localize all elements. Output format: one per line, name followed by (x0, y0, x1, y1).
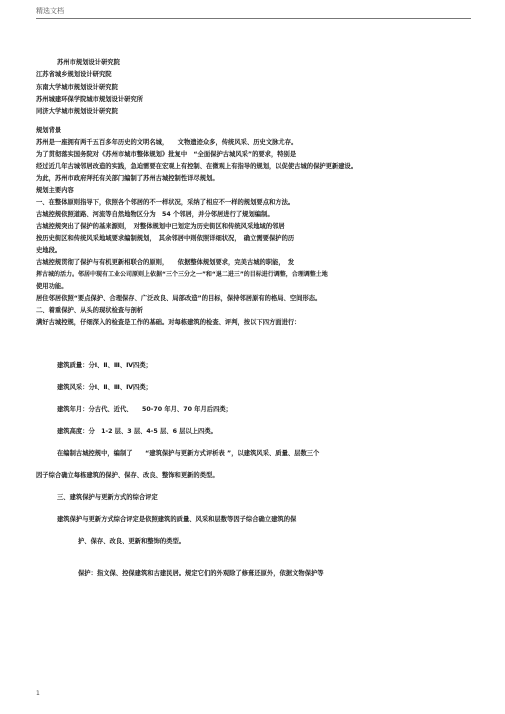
classification-line: 建筑风采：分Ⅰ、Ⅱ、Ⅲ、Ⅳ四类； (57, 384, 152, 391)
body-line: 古城控规贯彻了保护与有机更新相联合的原则， 依据整体规划要求，完美古城的职能， 发 (36, 259, 295, 266)
classification-line: 建筑质量：分Ⅰ、Ⅱ、Ⅲ、Ⅳ四类； (57, 362, 152, 369)
body-line: 为了贯彻落实国务院对《苏州市城市整体规划》批复中 “全面保护古城风采”的要求，特别是 (36, 151, 297, 158)
author-line: 东南大学城市规划设计研究院 (36, 84, 118, 91)
body-line: 护、保存、改良、更新和整饰的类型。 (78, 538, 186, 545)
body-line: 一、在整体原则指导下，依照各个邻居的不一样状况，采纳了相应不一样的规划要点和方法。 (36, 199, 295, 206)
body-line: 古城控规依照道路、河流等自然地物区分为 54 个邻居，并分邻居进行了规划编制。 (36, 211, 274, 218)
author-line: 同济大学城市规划设计研究院 (36, 108, 118, 115)
body-line: 在编制古城控规中，编制了 “建筑保护与更新方式评析表 ”，以建筑风采、质量、层数三个 (57, 450, 320, 457)
classification-line: 建筑年月：分古代、近代、 50-70 年月、70 年月后四类； (57, 406, 232, 413)
body-line: 居住邻居依照“要点保护、合理保存、广泛改良、局部改造”的目标，保持邻居原有的格局、空间形态。 (36, 295, 322, 302)
page-number: 1 (36, 690, 40, 697)
body-line: 古城控规突出了保护的基来源则， 对整体规划中已划定为历史街区和传统风采地域的邻居 (36, 223, 285, 230)
author-line: 苏州城建环保学院城市规划设计研究所 (36, 96, 144, 103)
header-divider (36, 18, 471, 19)
body-line: 史地段。 (36, 247, 62, 254)
body-line: 保护：指文保、控保建筑和古建民居。规定它们的外观除了修葺还原外，依据文物保护等 (78, 570, 324, 577)
body-line: 按历史街区和传统风采地域要求编制规划， 其余邻居中则依照详细状况， 确立需要保护的历 (36, 235, 295, 242)
author-line: 苏州市规划设计研究院 (57, 59, 120, 66)
body-line: 为此，苏州市政府拜托有关部门编制了苏州古城控制性详尽规划。 (36, 175, 219, 182)
header-title: 精选文档 (36, 7, 64, 15)
body-line: 挥古城的活力。邻居中现有工业公司原则上依据“三个三分之一”和“退二进三”的目标进行调整，合理调整土地 (36, 271, 328, 278)
body-line: 苏州是一座拥有两千五百多年历史的文明名城， 文物遗迹众多，传统风采、历史文脉尤存。 (36, 139, 298, 146)
author-line: 江苏省城乡规划设计研究院 (36, 71, 112, 78)
body-line: 因子综合确立每栋建筑的保护、保存、改良、整饰和更新的类型。 (36, 472, 219, 479)
section-heading: 规划主要内容 (36, 187, 74, 194)
section-heading: 二、着重保护、从头的现状检查与剖析 (36, 307, 144, 314)
classification-line: 建筑高度：分 1-2 层、3 层、4-5 层、6 层以上四类。 (57, 428, 217, 435)
section-heading: 三、建筑保护与更新方式的综合评定 (57, 494, 158, 501)
body-line: 满好古城控规，仔细深入的检查是工作的基础。对每栋建筑的检查、评判，按以下四方面进行： (36, 319, 301, 326)
section-heading: 规划背景 (36, 127, 62, 134)
body-line: 经过近几年古城邻居改造的实践，急迫需要在宏观上有控制、在微观上有指导的规划，以促使古城的保护更新建设。 (36, 163, 358, 170)
body-line: 使用功能。 (36, 283, 68, 290)
body-line: 建筑保护与更新方式综合评定是依照建筑的质量、风采和层数等因子综合确立建筑的保 (57, 516, 297, 523)
